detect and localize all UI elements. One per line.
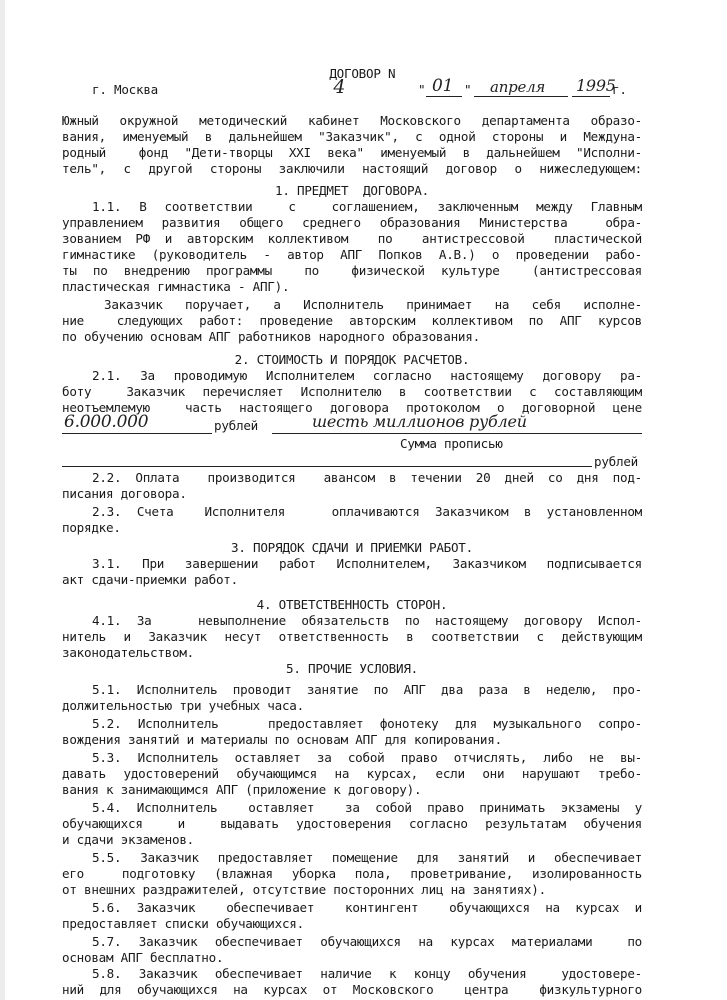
intro-line: тель", с другой стороны заключили настоящий договор о нижеследующем: bbox=[62, 161, 642, 176]
scan-edge bbox=[0, 0, 5, 1000]
paragraph-line: вания к занимающимся АПГ (приложение к договору). bbox=[62, 782, 422, 797]
paragraph-line: неотъемлемую часть настоящего договора протоколом о договорной цене bbox=[62, 400, 642, 415]
contract-number-handwritten: 4 bbox=[333, 76, 346, 98]
paragraph-line: 5.4. Исполнитель оставляет за собой право принимать экзамены у bbox=[92, 800, 642, 815]
intro-line: Южный окружной методический кабинет Московского департамента образо- bbox=[62, 113, 642, 128]
paragraph-line: писания договора. bbox=[62, 486, 187, 501]
paragraph-line: пластическая гимнастика - АПГ). bbox=[62, 279, 290, 294]
date-month: апреля bbox=[490, 78, 546, 96]
paragraph-line: 2.1. За проводимую Исполнителем согласно настоящему договору ра- bbox=[92, 368, 642, 383]
date-day: 01 bbox=[432, 76, 454, 96]
paragraph-line: зованием РФ и авторским коллективом по антистрессовой пластической bbox=[62, 231, 642, 246]
section-heading: 5. ПРОЧИЕ УСЛОВИЯ. bbox=[286, 661, 418, 676]
section-heading: 4. ОТВЕТСТВЕННОСТЬ СТОРОН. bbox=[256, 597, 448, 612]
amount-handwritten: 6.000.000 bbox=[64, 412, 149, 432]
paragraph-line: порядке. bbox=[62, 520, 121, 535]
city: г. Москва bbox=[92, 82, 158, 97]
rub-label-2: рублей bbox=[594, 454, 638, 469]
paragraph-line: ний для обучающихся на курсах от Московского центра физкультурного bbox=[62, 982, 642, 997]
paragraph-line: 1.1. В соответствии с соглашением, заключенным между Главным bbox=[92, 199, 642, 214]
paragraph-line: 5.1. Исполнитель проводит занятие по АПГ два раза в неделю, про- bbox=[92, 682, 642, 697]
signature-underline bbox=[62, 466, 592, 467]
paragraph-line: 2.2. Оплата производится авансом в течении 20 дней со дня под- bbox=[92, 470, 642, 485]
paragraph-line: по обучению основам АПГ работников народного образования. bbox=[62, 329, 480, 344]
paragraph-line: должительностью три учебных часа. bbox=[62, 698, 304, 713]
section-heading: 3. ПОРЯДОК СДАЧИ И ПРИЕМКИ РАБОТ. bbox=[231, 540, 473, 555]
paragraph-line: гимнастике (руководитель - автор АПГ Попков А.В.) о проведении рабо- bbox=[62, 247, 642, 262]
amount-line bbox=[62, 412, 642, 436]
paragraph-line: 5.8. Заказчик обеспечивает наличие к концу обучения удостовере- bbox=[92, 966, 642, 981]
intro-line: вания, именуемый в дальнейшем "Заказчик", с одной стороны и Междуна- bbox=[62, 129, 642, 144]
paragraph-line: и сдачи экзаменов. bbox=[62, 832, 194, 847]
paragraph-line: 5.6. Заказчик обеспечивает контингент обучающихся на курсах и bbox=[92, 900, 642, 915]
paragraph-line: акт сдачи-приемки работ. bbox=[62, 572, 238, 587]
paragraph-line: Заказчик поручает, а Исполнитель принимает на себя исполне- bbox=[104, 297, 642, 312]
amount-words-handwritten: шесть миллионов рублей bbox=[312, 412, 527, 431]
paragraph-line: 2.3. Счета Исполнителя оплачиваются Заказчиком в установленном bbox=[92, 504, 642, 519]
date-line: " 01 " апреля 1995 г. bbox=[418, 76, 627, 97]
paragraph-line: законодательством. bbox=[62, 645, 194, 660]
paragraph-line: 5.5. Заказчик предоставляет помещение для занятий и обеспечивает bbox=[92, 850, 642, 865]
date-year: 1995 bbox=[576, 76, 616, 95]
paragraph-line: от внешних раздражителей, отсутствие посторонних лиц на занятиях). bbox=[62, 882, 546, 897]
intro-line: родный фонд "Дети-творцы XXI века" именуемый в дальнейшем "Исполни- bbox=[62, 145, 642, 160]
paragraph-line: 4.1. За невыполнение обязательств по настоящему договору Испол- bbox=[92, 613, 642, 628]
paragraph-line: нитель и Заказчик несут ответственность в соответствии с действующим bbox=[62, 629, 642, 644]
paragraph-line: основам АПГ бесплатно. bbox=[62, 950, 224, 965]
paragraph-line: управлением развития общего среднего образования Министерства обра- bbox=[62, 215, 642, 230]
paragraph-line: его подготовку (влажная уборка пола, проветривание, изолированность bbox=[62, 866, 642, 881]
paragraph-line: ты по внедрению программы по физической культуре (антистрессовая bbox=[62, 263, 642, 278]
paragraph-line: обучающихся и выдавать удостоверения согласно результатам обучения bbox=[62, 816, 642, 831]
date-year-suffix: г. bbox=[612, 82, 627, 97]
paragraph-line: 3.1. При завершении работ Исполнителем, Заказчиком подписывается bbox=[92, 556, 642, 571]
rub-label: рублей bbox=[214, 418, 258, 433]
paragraph-line: боту Заказчик перечисляет Исполнителю в соответствии с составляющим bbox=[62, 384, 642, 399]
paragraph-line: предоставляет списки обучающихся. bbox=[62, 916, 304, 931]
title-text: ДОГОВОР N bbox=[329, 66, 396, 81]
section-heading: 1. ПРЕДМЕТ ДОГОВОРА. bbox=[275, 183, 429, 198]
paragraph-line: давать удостоверений обучающимся на курсах, если они нарушают требо- bbox=[62, 766, 642, 781]
section-heading: 2. СТОИМОСТЬ И ПОРЯДОК РАСЧЕТОВ. bbox=[234, 352, 470, 367]
paragraph-line: 5.2. Исполнитель предоставляет фонотеку для музыкального сопро- bbox=[92, 716, 642, 731]
paragraph-line: 5.7. Заказчик обеспечивает обучающихся на курсах материалами по bbox=[92, 934, 642, 949]
sum-caption: Сумма прописью bbox=[400, 436, 503, 451]
paragraph-line: вождения занятий и материалы по основам АПГ для копирования. bbox=[62, 732, 502, 747]
paragraph-line: ние следующих работ: проведение авторским коллективом по АПГ курсов bbox=[62, 313, 642, 328]
paragraph-line: 5.3. Исполнитель оставляет за собой право отчислять, либо не вы- bbox=[92, 750, 642, 765]
